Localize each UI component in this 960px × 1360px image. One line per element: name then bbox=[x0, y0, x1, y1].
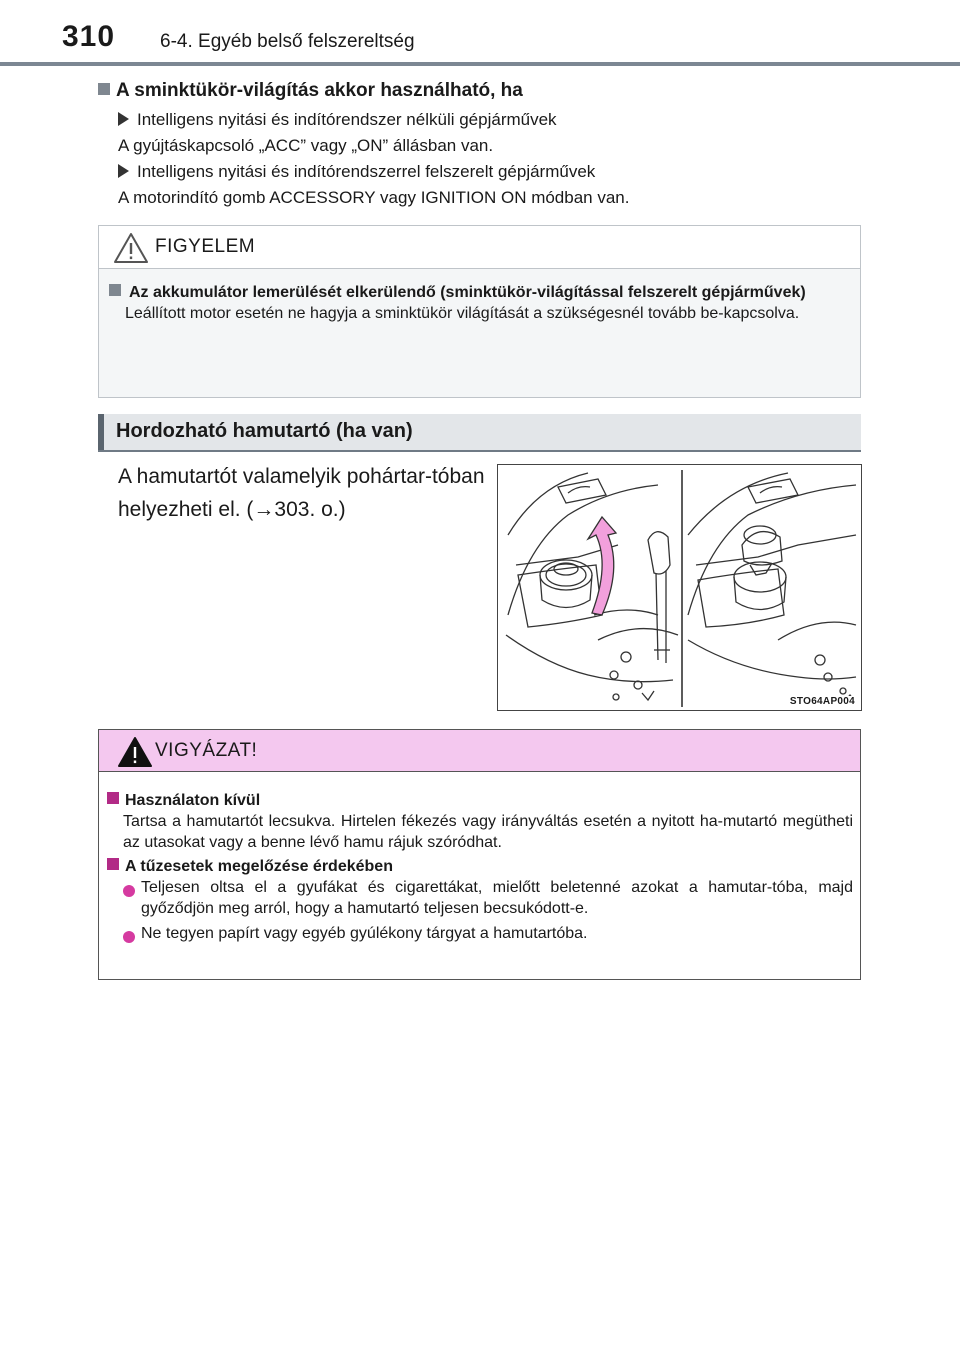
caution-header bbox=[99, 730, 860, 772]
list-item bbox=[123, 923, 853, 948]
page-number: 310 bbox=[62, 20, 116, 53]
warning-title: FIGYELEM bbox=[155, 236, 256, 257]
section-bar-accent bbox=[98, 414, 104, 450]
ashtray-drawing bbox=[498, 465, 861, 710]
list-item bbox=[123, 877, 853, 919]
caution-bullet-list bbox=[107, 877, 853, 948]
warning-body: Leállított motor esetén ne hagyja a sminktükör világítását a szükségesnél tovább be-kapcsolva. bbox=[125, 305, 800, 322]
list-item-text: Teljesen oltsa el a gyufákat és cigarettákat, mielőtt beletenné azokat a hamutar-tóba, majd győződjön meg arról, hogy a hamutartó teljesen becsukódott-e. bbox=[141, 879, 853, 917]
square-bullet-icon bbox=[98, 83, 110, 95]
arrow-right-icon bbox=[118, 164, 129, 178]
list-item-text: Ne tegyen papírt vagy egyéb gyúlékony tárgyat a hamutartóba. bbox=[141, 925, 588, 942]
warning-subheading bbox=[109, 282, 853, 303]
caution-title: VIGYÁZAT! bbox=[155, 740, 258, 761]
circle-bullet-icon bbox=[123, 885, 135, 897]
chapter-title: 6-4. Egyéb belső felszereltség bbox=[160, 31, 415, 52]
figure-code: STO64AP004 bbox=[789, 696, 855, 707]
list-item bbox=[118, 159, 878, 185]
warning-header bbox=[99, 226, 860, 269]
square-bullet-icon bbox=[107, 792, 119, 804]
circle-bullet-icon bbox=[123, 931, 135, 943]
caution-content bbox=[107, 790, 853, 948]
caution-block-heading bbox=[107, 856, 853, 877]
caution-box bbox=[98, 729, 861, 980]
warning-content bbox=[109, 282, 853, 324]
arrow-right-icon bbox=[118, 112, 129, 126]
list-item bbox=[118, 185, 878, 211]
caution-block-heading bbox=[107, 790, 853, 811]
square-bullet-icon bbox=[107, 858, 119, 870]
caution-block-body: Tartsa a hamutartót lecsukva. Hirtelen fékezés vagy irányváltás esetén a nyitott ha-mutartó megütheti az utasokat vagy a benne lévő hamu rájuk szóródhat. bbox=[123, 813, 853, 851]
ashtray-illustration bbox=[497, 464, 862, 711]
list-item-text: A motorindító gomb ACCESSORY vagy IGNITION ON módban van. bbox=[118, 188, 630, 207]
list-item bbox=[118, 107, 878, 133]
section-body-mirror-light bbox=[118, 107, 878, 211]
warning-box bbox=[98, 225, 861, 398]
caution-heading-text: Használaton kívül bbox=[125, 792, 261, 809]
list-item bbox=[118, 133, 878, 159]
square-bullet-icon bbox=[109, 284, 121, 296]
warning-subheading-text: Az akkumulátor lemerülését elkerülendő (sminktükör-világítással felszerelt gépjárművek) bbox=[129, 284, 806, 301]
header-rule bbox=[0, 62, 960, 66]
section-heading-mirror-light bbox=[98, 80, 523, 102]
caution-heading-text: A tűzesetek megelőzése érdekében bbox=[125, 858, 393, 875]
warning-triangle-outline-icon bbox=[113, 232, 149, 264]
intro-text: A hamutartót valamelyik pohártar-tóban helyezheti el. (→303. o.) bbox=[118, 465, 485, 521]
list-item-text: A gyújtáskapcsoló „ACC” vagy „ON” állásban van. bbox=[118, 136, 494, 155]
section-heading-text: A sminktükör-világítás akkor használható, ha bbox=[116, 80, 523, 101]
list-item-text: Intelligens nyitási és indítórendszer nélküli gépjárművek bbox=[137, 110, 557, 129]
section-bar bbox=[98, 414, 861, 452]
section-title: Hordozható hamutartó (ha van) bbox=[116, 420, 413, 442]
warning-triangle-filled-icon bbox=[117, 736, 153, 768]
list-item-text: Intelligens nyitási és indítórendszerrel felszerelt gépjárművek bbox=[137, 162, 596, 181]
